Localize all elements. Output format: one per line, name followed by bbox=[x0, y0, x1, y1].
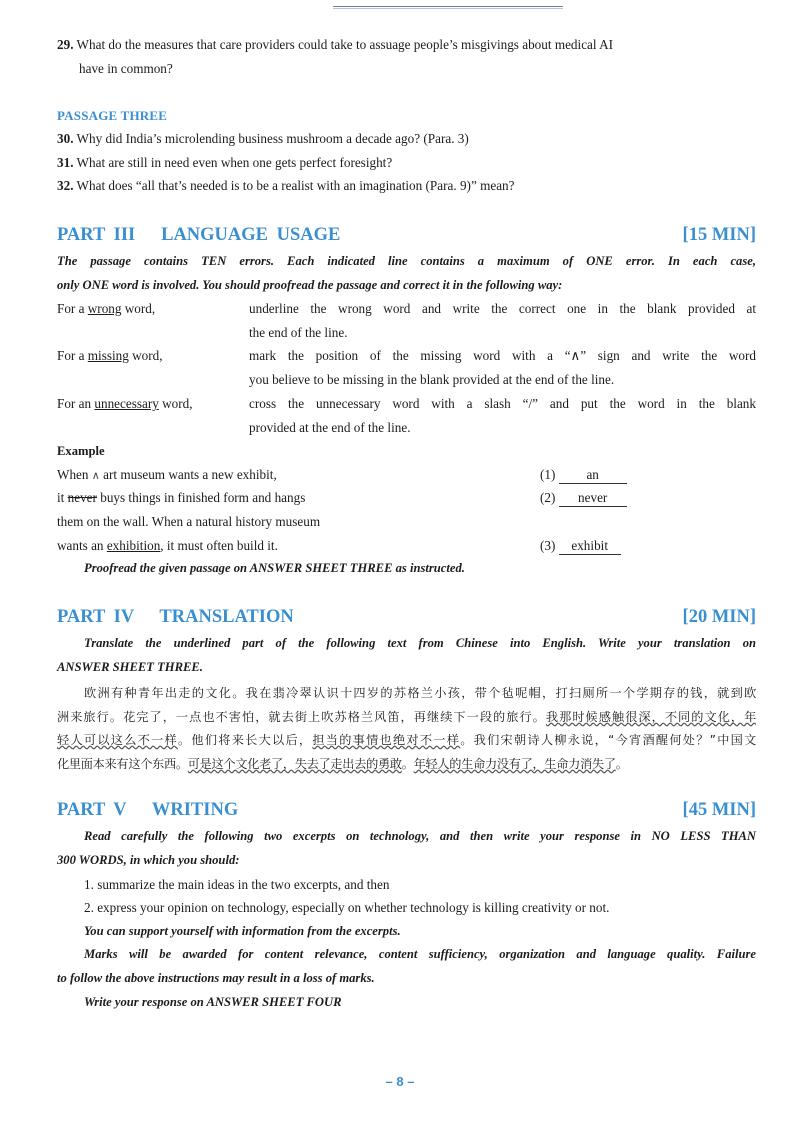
wrong-word-desc-1: underline the wrong word and write the correct one in the blank provided at bbox=[249, 301, 756, 316]
question-29-continued: have in common? bbox=[79, 61, 173, 76]
question-number: 31. bbox=[57, 155, 74, 170]
question-31 bbox=[57, 155, 392, 171]
key-term: unnecessary bbox=[94, 396, 159, 411]
question-32 bbox=[57, 178, 515, 194]
chinese-text-line-4 bbox=[57, 755, 756, 772]
part-3-heading bbox=[57, 225, 756, 246]
example-label: Example bbox=[57, 444, 105, 458]
header-rule-secondary bbox=[333, 8, 563, 9]
part-4-title: PART IV TRANSLATION bbox=[57, 607, 294, 627]
answer-blank: exhibit bbox=[559, 538, 621, 555]
example-answer-2 bbox=[540, 490, 627, 507]
passage-three-heading: PASSAGE THREE bbox=[57, 108, 168, 123]
chinese-text: 。我们宋朝诗人柳永说，“今宵酒醒何处？”中国文 bbox=[460, 733, 757, 747]
unnecessary-word-desc-2: provided at the end of the line. bbox=[249, 420, 411, 435]
answer-blank: an bbox=[559, 467, 627, 484]
answer-number: (2) bbox=[540, 490, 556, 505]
example-answer-3 bbox=[540, 538, 621, 555]
key-suffix: word, bbox=[128, 348, 163, 363]
part-5-marks-line-1: Marks will be awarded for content relevance, content sufficiency, organization and language quality. Failure bbox=[84, 947, 756, 961]
part-4-instruction-line-2: ANSWER SHEET THREE. bbox=[57, 660, 203, 674]
part-5-marks-line-2: to follow the above instructions may result in a loss of marks. bbox=[57, 971, 375, 985]
header-rule bbox=[333, 6, 563, 7]
underlined-translation-part: 可是这个文化老了，失去了走出去的勇敢 bbox=[187, 757, 402, 771]
missing-word-key bbox=[57, 348, 163, 364]
key-prefix: For an bbox=[57, 396, 95, 411]
example-line-3: them on the wall. When a natural history museum bbox=[57, 514, 321, 529]
part-5-heading bbox=[57, 800, 756, 821]
missing-word-desc-1: mark the position of the missing word with a “∧” sign and write the word bbox=[249, 348, 756, 363]
key-term: wrong bbox=[87, 301, 122, 316]
answer-blank: never bbox=[559, 490, 627, 507]
part-4-time: [20 MIN] bbox=[682, 607, 756, 627]
key-prefix: For a bbox=[57, 301, 88, 316]
key-prefix: For a bbox=[57, 348, 88, 363]
part-4-heading bbox=[57, 607, 756, 628]
part-4-instruction-line-1: Translate the underlined part of the following text from Chinese into English. Write your translation on bbox=[84, 636, 756, 650]
example-answer-1 bbox=[540, 467, 627, 484]
chinese-text: 洲来旅行。花完了，一点也不害怕，就去街上吹苏格兰风笛，再继续下一段的旅行。 bbox=[57, 710, 546, 724]
struck-word: never bbox=[67, 490, 97, 505]
question-number: 30. bbox=[57, 131, 74, 146]
wrong-word-desc-2: the end of the line. bbox=[249, 325, 348, 340]
missing-word-desc-2: you believe to be missing in the blank provided at the end of the line. bbox=[249, 372, 615, 387]
part-3-instruction-line-2: only ONE word is involved. You should proofread the passage and correct it in the following way: bbox=[57, 278, 563, 292]
chinese-text: 。 bbox=[401, 757, 414, 771]
example-text: art museum wants a new exhibit, bbox=[99, 467, 277, 482]
answer-number: (1) bbox=[540, 467, 556, 482]
part-5-answer-sheet-note: Write your response on ANSWER SHEET FOUR bbox=[84, 995, 342, 1009]
example-line-2 bbox=[57, 490, 305, 506]
example-text: When bbox=[57, 467, 92, 482]
writing-task-2: 2. express your opinion on technology, especially on whether technology is killing creativity or not. bbox=[84, 900, 610, 915]
chinese-text-line-3 bbox=[57, 731, 756, 748]
example-text: , it must often build it. bbox=[160, 538, 278, 553]
key-term: missing bbox=[87, 348, 129, 363]
page-number: – 8 – bbox=[385, 1074, 415, 1089]
part-5-instruction-line-2: 300 WORDS, in which you should: bbox=[57, 853, 240, 867]
part-5-support-note: You can support yourself with information from the excerpts. bbox=[84, 924, 401, 938]
part-3-final-instruction: Proofread the given passage on ANSWER SHEET THREE as instructed. bbox=[84, 561, 465, 575]
part-3-time: [15 MIN] bbox=[682, 225, 756, 245]
part-3-instruction-line-1: The passage contains TEN errors. Each indicated line contains a maximum of ONE error. In each case, bbox=[57, 254, 756, 268]
part-5-title: PART V WRITING bbox=[57, 800, 239, 820]
example-line-1 bbox=[57, 467, 277, 483]
question-30 bbox=[57, 131, 469, 147]
question-text: What are still in need even when one gets perfect foresight? bbox=[76, 155, 393, 170]
key-suffix: word, bbox=[121, 301, 156, 316]
question-text: Why did India’s microlending business mushroom a decade ago? (Para. 3) bbox=[76, 131, 469, 146]
example-line-4 bbox=[57, 538, 278, 554]
key-suffix: word, bbox=[158, 396, 193, 411]
underlined-translation-part: 轻人可以这么不一样 bbox=[57, 733, 178, 747]
example-text: wants an bbox=[57, 538, 107, 553]
chinese-text-line-2 bbox=[57, 708, 756, 725]
question-number: 32. bbox=[57, 178, 74, 193]
part-5-instruction-line-1: Read carefully the following two excerpts on technology, and then write your response in NO LESS THAN bbox=[84, 829, 756, 843]
question-29 bbox=[57, 37, 613, 53]
wrong-word-key bbox=[57, 301, 155, 317]
question-number: 29. bbox=[57, 37, 74, 52]
underlined-word: exhibition bbox=[106, 538, 161, 553]
question-text: What does “all that’s needed is to be a realist with an imagination (Para. 9)” mean? bbox=[76, 178, 515, 193]
chinese-text-line-1: 欧洲有种青年出走的文化。我在翡冷翠认识十四岁的苏格兰小孩，带个毡呢帽，打扫厕所一个学期存的钱，就到欧 bbox=[84, 686, 756, 700]
writing-task-1: 1. summarize the main ideas in the two excerpts, and then bbox=[84, 877, 390, 892]
part-3-title: PART III LANGUAGE USAGE bbox=[57, 225, 341, 245]
chinese-text: 化里面本来有这个东西。 bbox=[57, 757, 188, 771]
chinese-text: 。 bbox=[615, 757, 628, 771]
chinese-text: 。他们将来长大以后， bbox=[177, 733, 313, 747]
example-text: buys things in finished form and hangs bbox=[96, 490, 306, 505]
underlined-translation-part: 担当的事情也绝对不一样 bbox=[312, 733, 461, 747]
answer-number: (3) bbox=[540, 538, 556, 553]
example-text: it bbox=[57, 490, 68, 505]
underlined-translation-part: 我那时候感触很深，不同的文化，年 bbox=[545, 710, 756, 724]
underlined-translation-part: 年轻人的生命力没有了，生命力消失了 bbox=[413, 757, 616, 771]
unnecessary-word-desc-1: cross the unnecessary word with a slash “/” and put the word in the blank bbox=[249, 396, 756, 411]
caret-mark-icon: ∧ bbox=[91, 469, 100, 482]
question-text: What do the measures that care providers could take to assuage people’s misgivings about medical AI bbox=[76, 37, 614, 52]
unnecessary-word-key bbox=[57, 396, 193, 412]
part-5-time: [45 MIN] bbox=[682, 800, 756, 820]
